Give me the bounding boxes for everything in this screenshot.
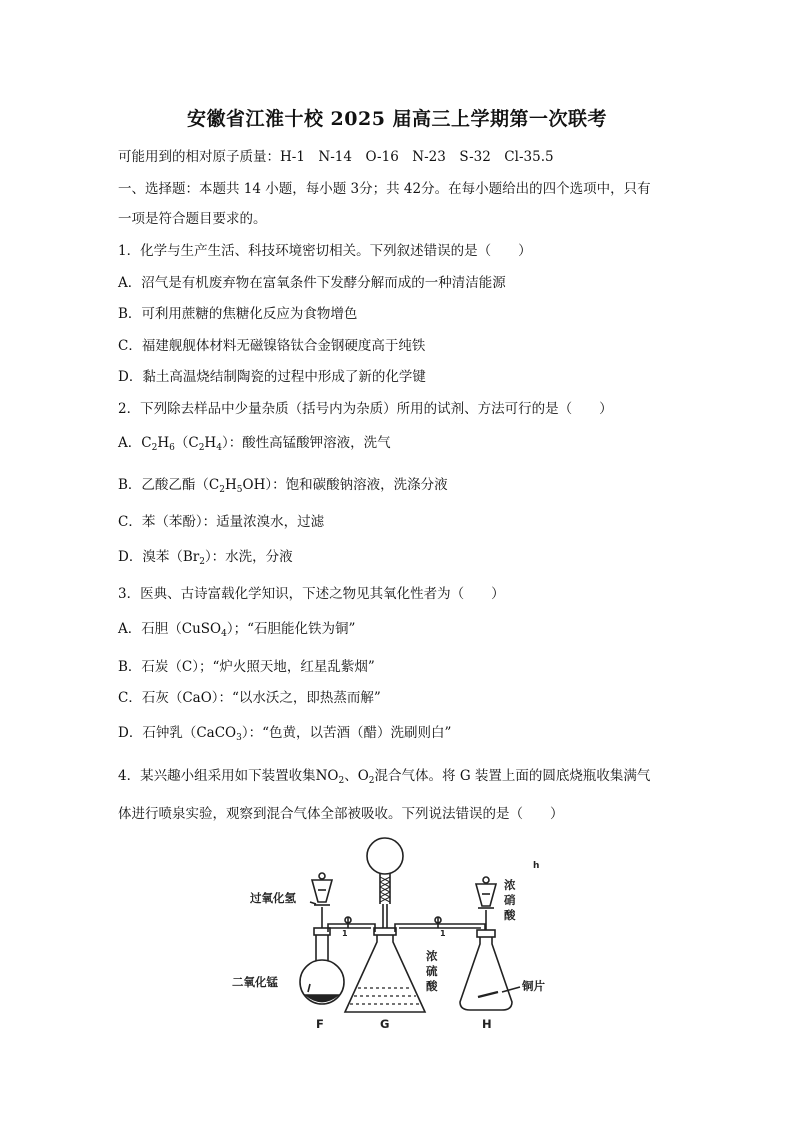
- label-sulfuric-2: 硫: [426, 964, 438, 978]
- label-flask-g: G: [380, 1017, 390, 1031]
- q4-stem-prefix: 4．某兴趣小组采用如下装置收集: [118, 768, 316, 784]
- q2-option-d: [118, 545, 293, 567]
- q1-option-c: C．福建舰舰体材料无磁镍铬钛合金钢硬度高于纯铁: [118, 338, 426, 354]
- label-valve-1: 1: [342, 929, 348, 938]
- q1-option-b: B．可利用蔗糖的焦糖化反应为食物增色: [118, 306, 358, 322]
- q3-option-b: B．石炭（C）；“炉火照天地，红星乱紫烟”: [118, 659, 375, 675]
- q2-option-b-rest: ）：饱和碳酸钠溶液，洗涤分液: [265, 477, 448, 493]
- label-sulfuric-1: 浓: [426, 949, 438, 963]
- q4-formula-gases: $NO_2$、$O_2$: [315, 768, 375, 786]
- section-heading-line2: 一项是符合题目要求的。: [118, 211, 267, 227]
- q3-option-d-rest: ）：“色黄，以苦酒（醋）洗刷则白”: [241, 725, 452, 741]
- packing-pattern: [380, 877, 390, 902]
- q2-option-a-prefix: A．: [118, 435, 142, 451]
- q2-formula-br2: $Br_2$: [182, 549, 205, 567]
- q2-option-b: [118, 473, 448, 495]
- q1-option-a: A．沼气是有机废弃物在富氧条件下发酵分解而成的一种清洁能源: [118, 275, 506, 291]
- label-nitric-3: 酸: [504, 908, 516, 922]
- section-heading-line1: 一、选择题：本题共 14 小题，每小题 3分；共 42分。在每小题给出的四个选项中，只有: [118, 181, 651, 197]
- flask-g: [345, 932, 425, 1012]
- q2-option-b-prefix: B．乙酸乙酯（: [118, 477, 209, 493]
- q2-formula-ethanol: $C_2H_5OH$: [208, 477, 266, 495]
- q1-stem: 1．化学与生产生活、科技环境密切相关。下列叙述错误的是（ ）: [118, 243, 532, 259]
- label-sulfuric-3: 酸: [426, 979, 438, 993]
- apparatus-figure: [230, 832, 570, 1032]
- sulfuric-acid-liquid: [350, 988, 420, 1004]
- label-flask-f: F: [316, 1017, 324, 1031]
- label-nitric-2: 硝: [504, 893, 516, 907]
- label-mark: h: [533, 861, 540, 871]
- label-valve-2: 1: [440, 929, 446, 938]
- q3-option-d-prefix: D．石钟乳（: [118, 725, 197, 741]
- flask-h: [460, 935, 512, 1010]
- q4-stem-mid: 混合气体。将 G 装置上面的圆底烧瓶收集满气: [374, 768, 651, 784]
- q3-option-c: C．石灰（CaO）：“以水沃之，即热蒸而解”: [118, 690, 381, 706]
- copper-piece: [478, 992, 498, 997]
- apparatus-diagram: [230, 832, 570, 1032]
- atomic-masses: 可能用到的相对原子质量：H-1 N-14 O-16 N-23 S-32 Cl-35.5: [118, 149, 554, 165]
- label-flask-h: H: [482, 1017, 492, 1031]
- q2-option-c: C．苯（苯酚）：适量浓溴水，过滤: [118, 514, 325, 530]
- q3-formula-caco3: CaCO$_3$: [196, 725, 242, 743]
- q3-formula-cuso4: CuSO$_4$: [181, 621, 227, 639]
- q1-option-d: D．黏土高温烧结制陶瓷的过程中形成了新的化学键: [118, 369, 426, 385]
- q3-option-d: [118, 721, 451, 743]
- q2-option-a: [118, 431, 391, 453]
- q2-formula-c2h6: $C_2H_6(C_2H_4)$: [141, 435, 229, 453]
- label-hydrogen-peroxide: 过氧化氢: [250, 891, 296, 905]
- q4-stem-line1: [118, 764, 650, 786]
- page-title: 安徽省江淮十校 2025 届高三上学期第一次联考: [186, 108, 608, 130]
- label-nitric-1: 浓: [504, 878, 516, 892]
- label-copper: 铜片: [522, 979, 545, 993]
- q4-stem-line2: 体进行喷泉实验，观察到混合气体全部被吸收。下列说法错误的是（ ）: [118, 806, 564, 822]
- q3-option-a-prefix: A．石胆（: [118, 621, 182, 637]
- q2-stem: 2．下列除去样品中少量杂质（括号内为杂质）所用的试剂、方法可行的是（ ）: [118, 401, 613, 417]
- q3-option-a-rest: ）；“石胆能化铁为铜”: [226, 621, 356, 637]
- fountain-flask: [367, 838, 403, 874]
- label-manganese-dioxide: 二氧化锰: [232, 975, 278, 989]
- q2-option-d-prefix: D．溴苯（: [118, 549, 183, 565]
- q3-stem: 3．医典、古诗富载化学知识，下述之物见其氧化性者为（ ）: [118, 586, 505, 602]
- q3-option-a: [118, 617, 355, 639]
- q2-option-d-rest: ）：水洗，分液: [204, 549, 293, 565]
- q2-option-a-rest: ：酸性高锰酸钾溶液，洗气: [228, 435, 391, 451]
